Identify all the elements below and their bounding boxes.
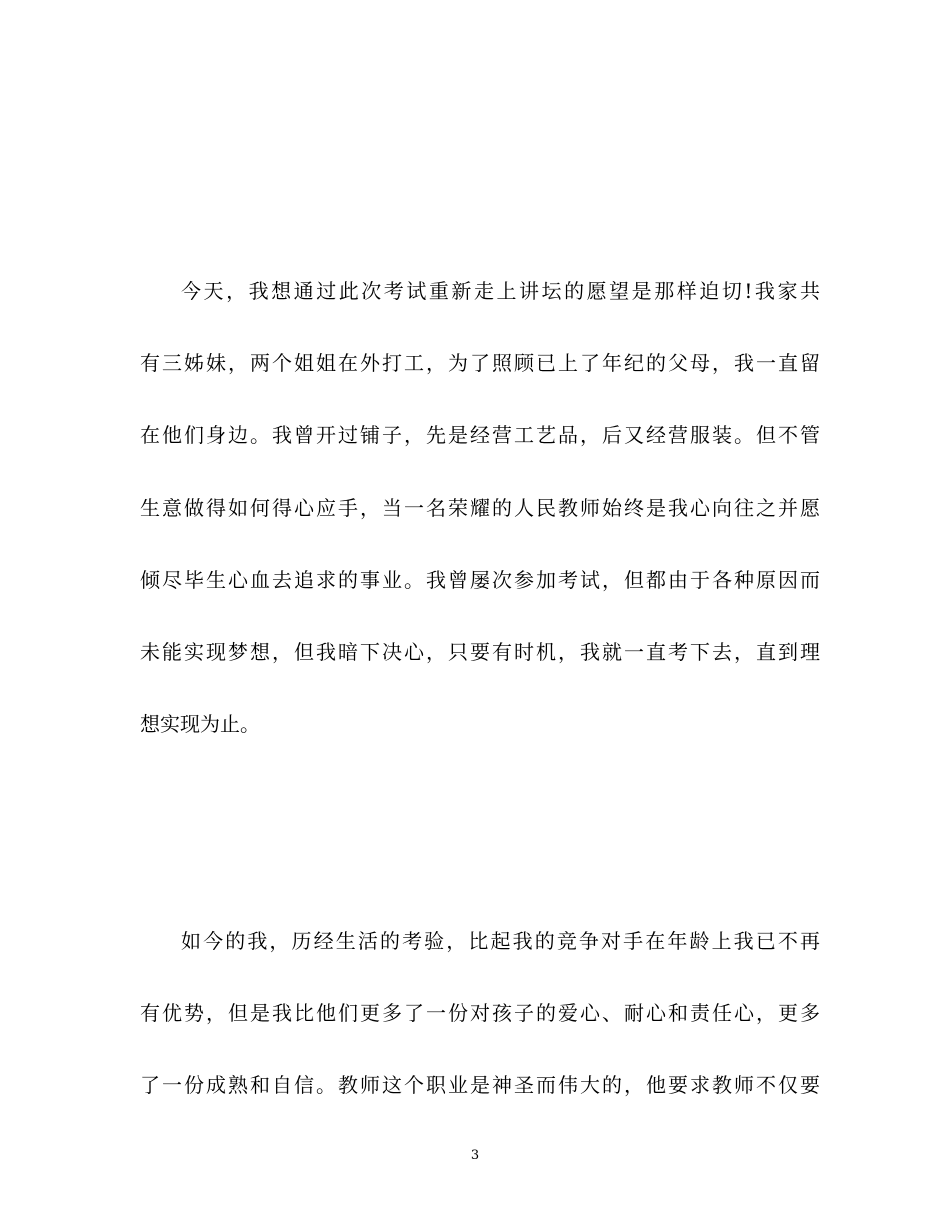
paragraph-line: 想实现为止。 bbox=[140, 712, 260, 736]
paragraph-line: 生意做得如何得心应手，当一名荣耀的人民教师始终是我心向往之并愿 bbox=[140, 496, 820, 520]
paragraph-line: 未能实现梦想，但我暗下决心，只要有时机，我就一直考下去，直到理 bbox=[140, 640, 820, 664]
paragraph-line: 了一份成熟和自信。教师这个职业是神圣而伟大的，他要求教师不仅要 bbox=[140, 1073, 820, 1097]
paragraph-line: 倾尽毕生心血去追求的事业。我曾屡次参加考试，但都由于各种原因而 bbox=[140, 568, 820, 592]
paragraph-line: 如今的我，历经生活的考验，比起我的竞争对手在年龄上我已不再 bbox=[181, 929, 820, 953]
paragraph-line: 有三姊妹，两个姐姐在外打工，为了照顾已上了年纪的父母，我一直留 bbox=[140, 351, 820, 375]
paragraph-line: 今天，我想通过此次考试重新走上讲坛的愿望是那样迫切!我家共 bbox=[181, 279, 820, 303]
page-number: 3 bbox=[470, 1148, 480, 1163]
paragraph-line: 有优势，但是我比他们更多了一份对孩子的爱心、耐心和责任心，更多 bbox=[140, 1001, 820, 1025]
paragraph-line: 在他们身边。我曾开过铺子，先是经营工艺品，后又经营服装。但不管 bbox=[140, 423, 820, 447]
